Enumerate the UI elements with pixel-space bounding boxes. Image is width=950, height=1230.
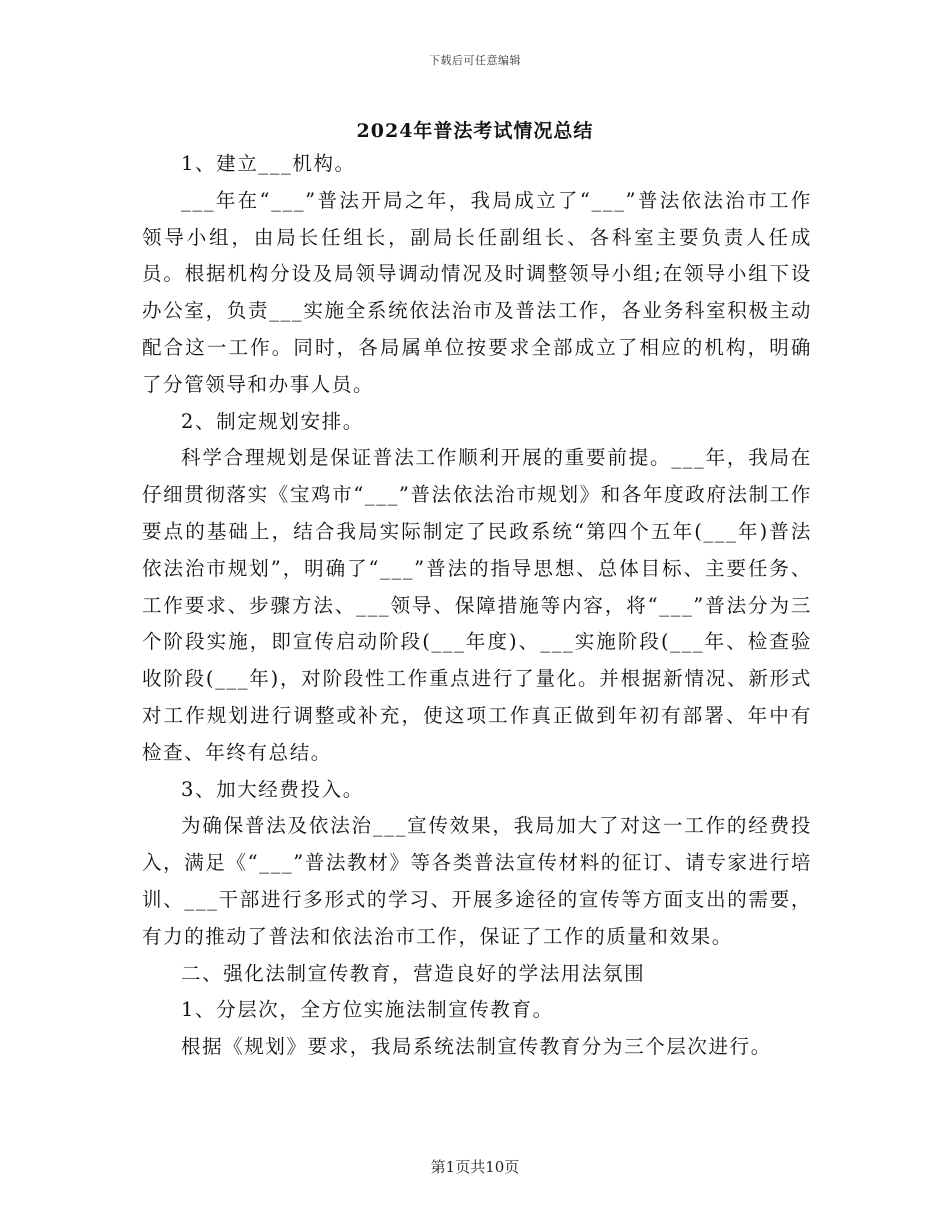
paragraph: 科学合理规划是保证普法工作顺利开展的重要前提。___年，我局在仔细贯彻落实《宝鸡市“___”普法依法治市规划》和各年度政府法制工作要点的基础上，结合我局实际制定了民政系统“第四个五年(___年)普法依法治市规划”，明确了“___”普法的指导思想、总体目标、主要任务、工作要求、步骤方法、___领导、保障措施等内容，将“___”普法分为三个阶段实施，即宣传启动阶段(___年度)、___实施阶段(___年、检查验收阶段(___年)，对阶段性工作重点进行了量化。并根据新情况、新形式对工作规划进行调整或补充，使这项工作真正做到年初有部署、年中有检查、年终有总结。	[142, 446, 812, 764]
paragraph-heading: 2、制定规划安排。	[181, 409, 364, 433]
paragraph: ___年在“___”普法开局之年，我局成立了“___”普法依法治市工作领导小组，由局长任组长，副局长任副组长、各科室主要负责人任成员。根据机构分设及局领导调动情况及时调整领导小组;在领导小组下设办公室，负责___实施全系统依法治市及普法工作，各业务科室积极主动配合这一工作。同时，各局属单位按要求全部成立了相应的机构，明确了分管领导和办事人员。	[142, 188, 812, 396]
paragraph: 根据《规划》要求，我局系统法制宣传教育分为三个层次进行。	[181, 1035, 772, 1059]
section-heading: 二、强化法制宣传教育，营造良好的学法用法氛围	[181, 961, 646, 985]
header-note: 下载后可任意编辑	[429, 54, 521, 67]
page-footer: 第1页共10页	[430, 1158, 520, 1176]
document-body	[142, 146, 812, 1066]
paragraph-heading: 1、建立___机构。	[181, 152, 356, 175]
paragraph-heading: 1、分层次，全方位实施法制宣传教育。	[181, 998, 554, 1022]
paragraph-heading: 3、加大经费投入。	[181, 777, 364, 801]
document-title: 2024年普法考试情况总结	[356, 120, 594, 142]
paragraph: 为确保普法及依法治___宣传效果，我局加大了对这一工作的经费投入，满足《“___”普法教材》等各类普法宣传材料的征订、请专家进行培训、___干部进行多形式的学习、开展多途径的宣传等方面支出的需要，有力的推动了普法和依法治市工作，保证了工作的质量和效果。	[142, 814, 812, 948]
